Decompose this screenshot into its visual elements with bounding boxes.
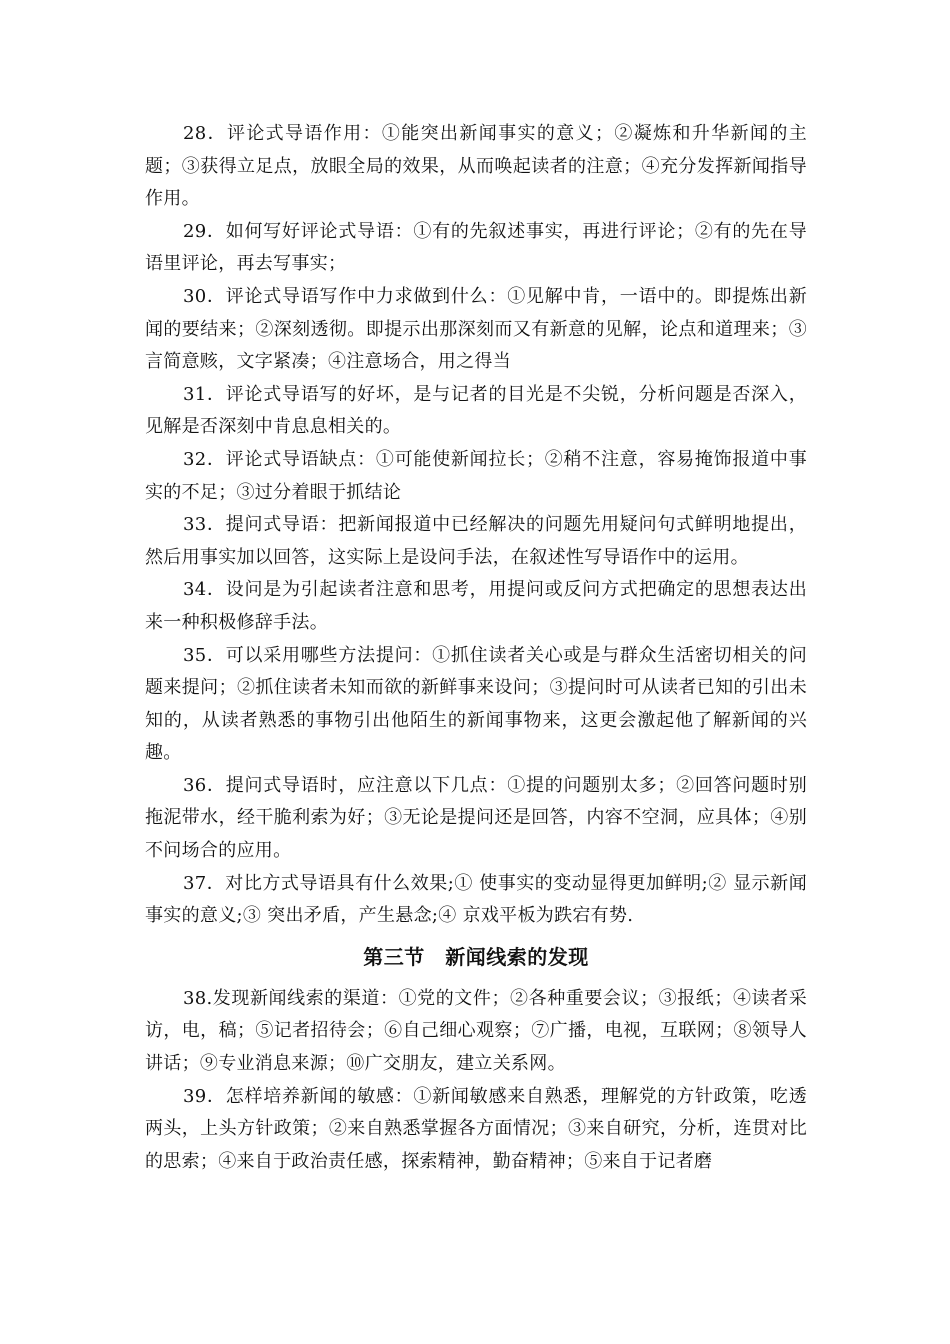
paragraph-31: 31．评论式导语写的好坏，是与记者的目光是不尖锐，分析问题是否深入，见解是否深刻中肯息息相关的。	[145, 383, 807, 438]
paragraph-30: 30．评论式导语写作中力求做到什么：①见解中肯，一语中的。即提炼出新闻的要结来；②深刻透彻。即提示出那深刻而又有新意的见解，论点和道理来；③言简意赅，文字紧凑；④注意场合，用之得当	[145, 285, 807, 373]
paragraph-28: 28．评论式导语作用：①能突出新闻事实的意义；②凝炼和升华新闻的主题；③获得立足点，放眼全局的效果，从而唤起读者的注意；④充分发挥新闻指导作用。	[145, 123, 807, 210]
section-title: 第三节 新闻线索的发现	[363, 944, 589, 969]
paragraph-33: 33．提问式导语：把新闻报道中已经解决的问题先用疑问句式鲜明地提出，然后用事实加以回答，这实际上是设问手法，在叙述性写导语作中的运用。	[145, 514, 807, 568]
paragraph-39: 39．怎样培养新闻的敏感：①新闻敏感来自熟悉，理解党的方针政策，吃透两头，上头方针政策；②来自熟悉掌握各方面情况；③来自研究，分析，连贯对比的思索；④来自于政治责任感，探索精神，勤奋精神；⑤来自于记者磨	[145, 1085, 807, 1172]
paragraph-32: 32．评论式导语缺点：①可能使新闻拉长；②稍不注意，容易掩饰报道中事实的不足；③过分着眼于抓结论	[145, 448, 807, 503]
document-page	[145, 118, 807, 1178]
paragraph-36: 36．提问式导语时，应注意以下几点：①提的问题别太多；②回答问题时别拖泥带水，经干脆利索为好；③无论是提问还是回答，内容不空洞，应具体；④别不问场合的应用。	[145, 774, 807, 862]
paragraph-37: 37．对比方式导语具有什么效果;① 使事实的变动显得更加鲜明;② 显示新闻事实的意义;③ 突出矛盾，产生悬念;④ 京戏平板为跌宕有势.	[145, 872, 807, 927]
paragraph-35: 35．可以采用哪些方法提问：①抓住读者关心或是与群众生活密切相关的问题来提问；②抓住读者未知而欲的新鲜事来设问；③提问时可从读者已知的引出未知的，从读者熟悉的事物引出他陌生的新闻事物来，这更会激起他了解新闻的兴趣。	[145, 644, 807, 764]
paragraph-34: 34．设问是为引起读者注意和思考，用提问或反问方式把确定的思想表达出来一种积极修辞手法。	[145, 579, 807, 633]
paragraph-29: 29．如何写好评论式导语：①有的先叙述事实，再进行评论；②有的先在导语里评论，再去写事实；	[145, 220, 807, 275]
paragraph-38: 38.发现新闻线索的渠道：①党的文件；②各种重要会议；③报纸；④读者采访，电，稿；⑤记者招待会；⑥自己细心观察；⑦广播，电视，互联网；⑧领导人讲话；⑨专业消息来源；⑩广交朋友，建立关系网。	[145, 987, 807, 1075]
